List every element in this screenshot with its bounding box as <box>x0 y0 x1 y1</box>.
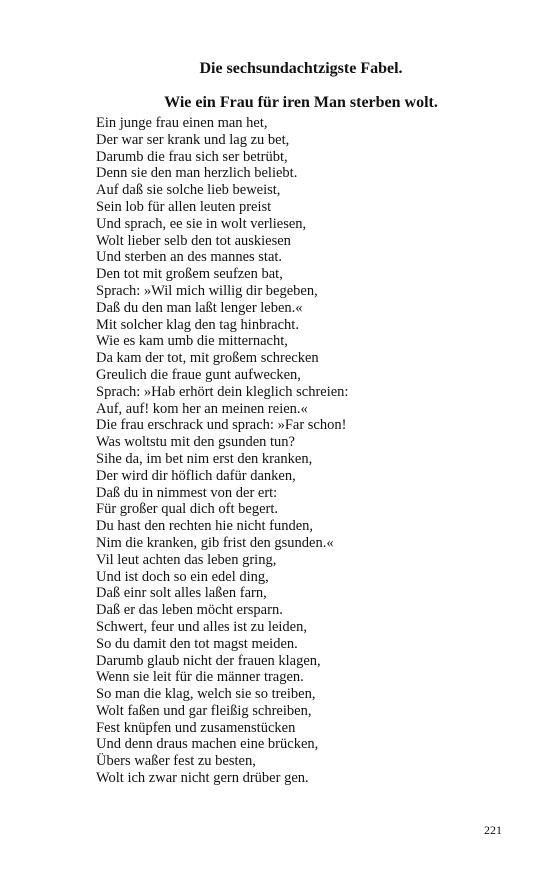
poem-line: Wolt lieber selb den tot auskiesen <box>96 232 291 249</box>
page-number: 221 <box>484 823 502 837</box>
poem-line: Der war ser krank und lag zu bet, <box>96 131 290 148</box>
poem-line: Der wird dir höflich dafür danken, <box>96 467 296 484</box>
poem-line: Und sterben an des mannes stat. <box>96 249 283 266</box>
poem-text <box>96 115 516 787</box>
poem-line: So man die klag, welch sie so treiben, <box>96 686 316 703</box>
poem-line: Den tot mit großem seufzen bat, <box>96 266 283 283</box>
poem-line: Schwert, feur und alles ist zu leiden, <box>96 618 307 635</box>
poem-line: Denn sie den man herzlich beliebt. <box>96 165 298 182</box>
poem-line: Wolt faßen und gar fleißig schreiben, <box>96 702 312 719</box>
poem-line: Daß du in nimmest von der ert: <box>96 484 278 501</box>
poem-line: Vil leut achten das leben gring, <box>96 551 277 568</box>
poem-line: Und ist doch so ein edel ding, <box>96 568 269 585</box>
poem-line: Was woltstu mit den gsunden tun? <box>96 434 295 451</box>
poem-line: Sprach: »Wil mich willig dir begeben, <box>96 282 318 299</box>
fable-number-heading: Die sechsundachtzigste Fabel. <box>199 60 403 77</box>
poem-line: Wie es kam umb die mitternacht, <box>96 333 288 350</box>
poem-line: Nim die kranken, gib frist den gsunden.« <box>96 534 334 551</box>
poem-line: Ein junge frau einen man het, <box>96 115 268 131</box>
poem-line: Sein lob für allen leuten preist <box>96 198 272 215</box>
poem-line: So du damit den tot magst meiden. <box>96 635 298 652</box>
poem-line: Übers waßer fest zu besten, <box>96 753 256 770</box>
poem-line: Darumb die frau sich ser betrübt, <box>96 148 288 165</box>
poem-line: Wolt ich zwar nicht gern drüber gen. <box>96 770 309 787</box>
poem-line: Da kam der tot, mit großem schrecken <box>96 350 319 367</box>
poem-line: Daß einr solt alles laßen farn, <box>96 585 267 602</box>
poem-line: Auf, auf! kom her an meinen reien.« <box>96 400 308 417</box>
poem-line: Mit solcher klag den tag hinbracht. <box>96 316 299 333</box>
poem-line: Daß du den man laßt lenger leben.« <box>96 299 303 316</box>
poem-line: Für großer qual dich oft begert. <box>96 501 279 518</box>
poem-line: Sprach: »Hab erhört dein kleglich schreien: <box>96 383 349 400</box>
poem-line: Darumb glaub nicht der frauen klagen, <box>96 652 321 669</box>
poem-line: Auf daß sie solche lieb beweist, <box>96 182 281 199</box>
poem-line: Wenn sie leit für die männer tragen. <box>96 669 304 686</box>
poem-line: Und denn draus machen eine brücken, <box>96 736 319 753</box>
poem-line: Und sprach, ee sie in wolt verliesen, <box>96 215 307 232</box>
fable-title-heading: Wie ein Frau für iren Man sterben wolt. <box>164 94 438 111</box>
poem-line: Fest knüpfen und zusamenstücken <box>96 719 296 736</box>
poem-line: Sihe da, im bet nim erst den kranken, <box>96 450 313 467</box>
poem-line: Die frau erschrack und sprach: »Far schon! <box>96 417 347 434</box>
poem-line: Daß er das leben möcht ersparn. <box>96 602 283 619</box>
poem-line: Greulich die fraue gunt aufwecken, <box>96 366 301 383</box>
poem-line: Du hast den rechten hie nicht funden, <box>96 518 314 535</box>
